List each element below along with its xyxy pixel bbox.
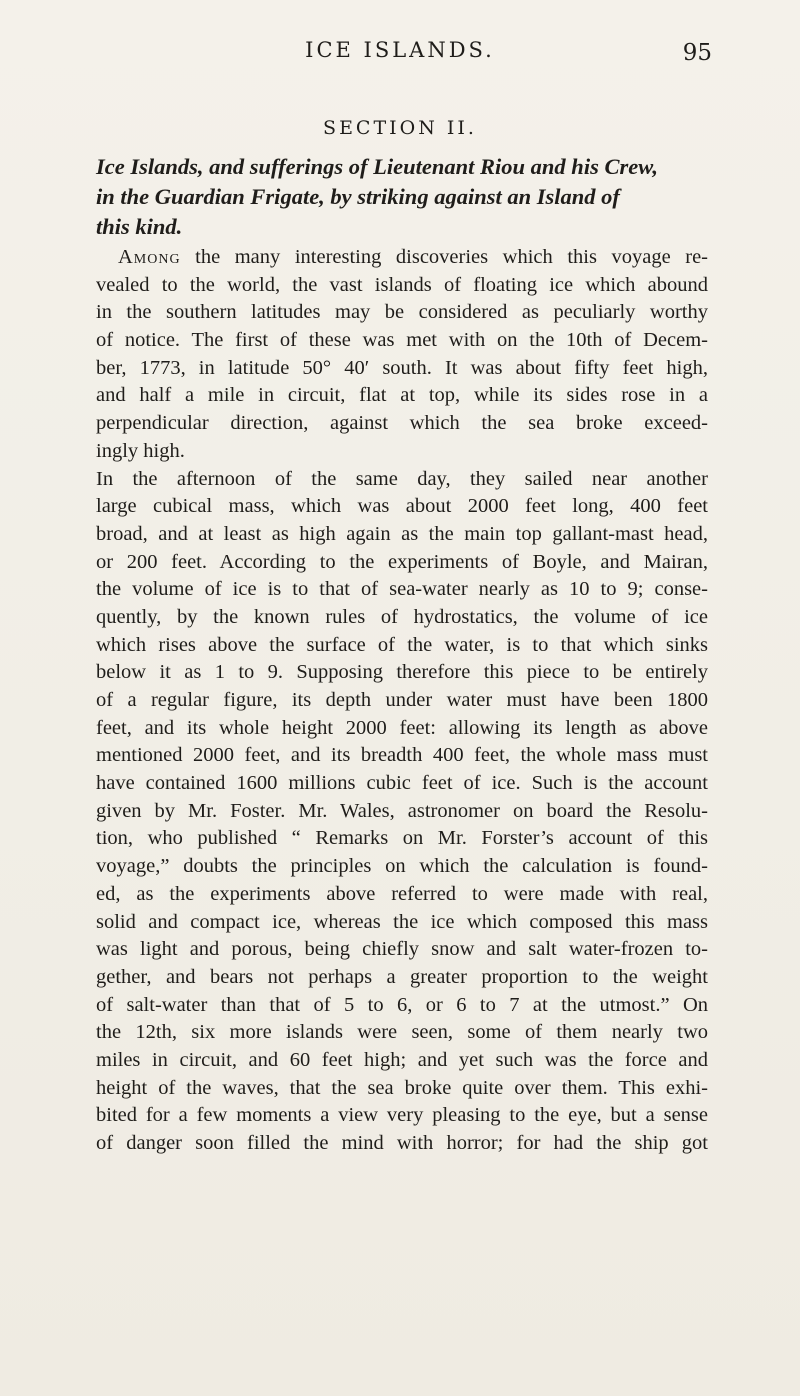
text-line: and half a mile in circuit, flat at top, while its sides rose in a [96, 384, 708, 407]
text-line: ingly high. [96, 439, 185, 462]
text-line: solid and compact ice, whereas the ice which composed this mass [96, 910, 708, 933]
text-line: ed, as the experiments above referred to were made with real, [96, 882, 708, 905]
text-line: the 12th, six more islands were seen, some of them nearly two [96, 1021, 708, 1044]
text-line: in the southern latitudes may be considered as peculiarly worthy [96, 301, 708, 324]
body-text [96, 244, 708, 1158]
text-line: miles in circuit, and 60 feet high; and yet such was the force and [96, 1048, 708, 1071]
text-line: which rises above the surface of the water, is to that which sinks [96, 633, 708, 656]
text-line: of salt-water than that of 5 to 6, or 6 to 7 at the utmost.” On [96, 993, 708, 1016]
text-line: bited for a few moments a view very pleasing to the eye, but a sense [96, 1104, 708, 1127]
section-title [96, 152, 708, 242]
text-line: vealed to the world, the vast islands of floating ice which abound [96, 273, 708, 296]
text-line: mentioned 2000 feet, and its breadth 400 feet, the whole mass must [96, 744, 708, 767]
text-line: perpendicular direction, against which the sea broke exceed- [96, 412, 708, 435]
text-line: below it as 1 to 9. Supposing therefore this piece to be entirely [96, 661, 708, 684]
text-line: of notice. The first of these was met with on the 10th of Decem- [96, 329, 708, 352]
text-line: or 200 feet. According to the experiments of Boyle, and Mairan, [96, 550, 708, 573]
section-label: SECTION II. [323, 117, 477, 139]
text-line: large cubical mass, which was about 2000 feet long, 400 feet [96, 495, 708, 518]
text-line: ber, 1773, in latitude 50° 40′ south. It was about fifty feet high, [96, 356, 708, 379]
running-title: ICE ISLANDS. [305, 38, 495, 62]
text-line: of a regular figure, its depth under water must have been 1800 [96, 689, 708, 711]
section-title-line: Ice Islands, and sufferings of Lieutenant Riou and his Crew, [96, 154, 658, 179]
text-line: of danger soon filled the mind with horror; for had the ship got [96, 1132, 708, 1154]
text-line: was light and porous, being chiefly snow and salt water-frozen to- [96, 938, 708, 961]
text-line-rest: the many interesting discoveries which this voyage re- [180, 246, 708, 268]
running-head [0, 38, 800, 74]
text-line: tion, who published “ Remarks on Mr. Forster’s account of this [96, 827, 708, 850]
page-number: 95 [682, 40, 712, 66]
text-line: given by Mr. Foster. Mr. Wales, astronomer on board the Resolu- [96, 799, 708, 822]
text-line: have contained 1600 millions cubic feet of ice. Such is the account [96, 772, 708, 795]
text-line: quently, by the known rules of hydrostatics, the volume of ice [96, 605, 708, 628]
opening-word: Among [118, 246, 181, 268]
text-line: broad, and at least as high again as the main top gallant-mast head, [96, 522, 708, 545]
section-title-line: this kind. [96, 214, 183, 239]
text-line: feet, and its whole height 2000 feet: allowing its length as above [96, 716, 708, 739]
text-line: the volume of ice is to that of sea-water nearly as 10 to 9; conse- [96, 578, 708, 601]
text-line [96, 244, 708, 272]
text-line: voyage,” doubts the principles on which the calculation is found- [96, 855, 708, 878]
text-line: height of the waves, that the sea broke quite over them. This exhi- [96, 1076, 708, 1099]
section-title-line: in the Guardian Frigate, by striking against an Island of [96, 184, 620, 209]
text-line: In the afternoon of the same day, they sailed near another [96, 467, 708, 490]
text-line: gether, and bears not perhaps a greater proportion to the weight [96, 965, 708, 988]
